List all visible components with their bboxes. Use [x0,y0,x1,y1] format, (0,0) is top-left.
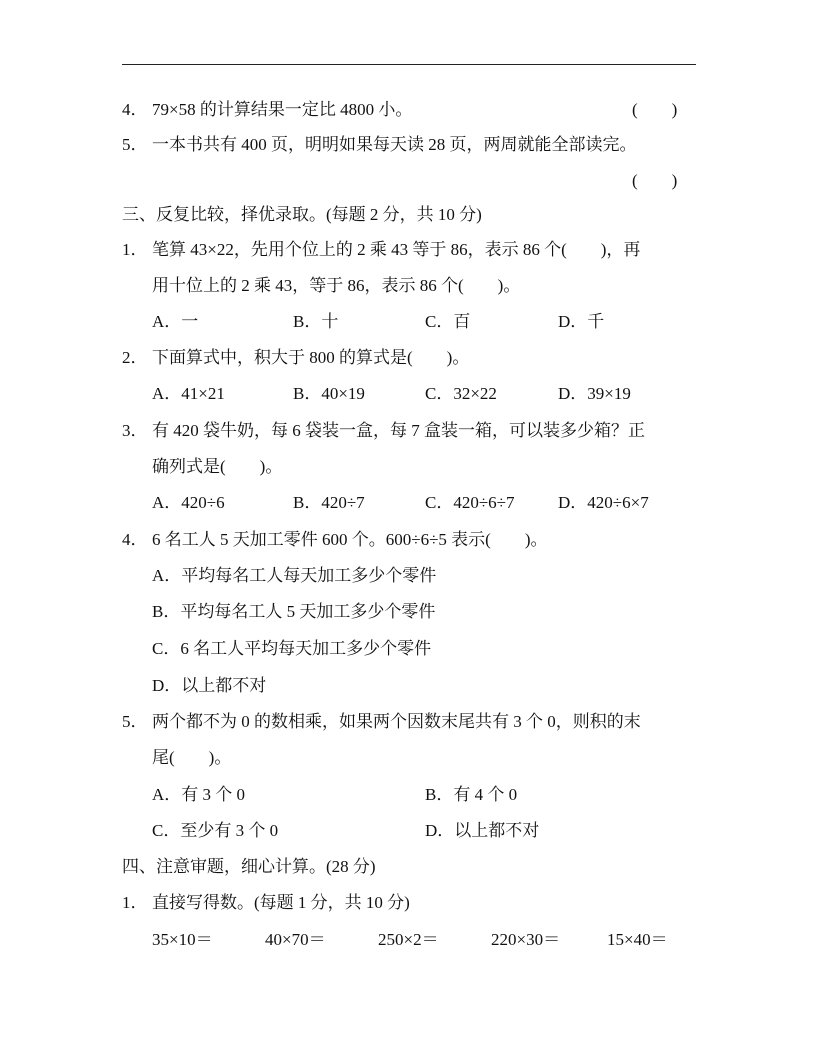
option-d[interactable]: D．以上都不对 [425,821,540,840]
question-text-line-2: 尾( )。 [152,748,232,767]
question-text-line-1: 两个都不为 0 的数相乘，如果两个因数末尾共有 3 个 0，则积的末 [152,712,641,731]
option-b[interactable]: B．十 [293,312,339,331]
option-a[interactable]: A．41×21 [152,384,225,403]
option-b[interactable]: B．40×19 [293,384,365,403]
question-number: 4． [122,100,148,119]
calc-item[interactable]: 35×10＝ [152,930,213,949]
section-title: 四、注意审题，细心计算。(28 分) [122,857,376,876]
option-a[interactable]: A．一 [152,312,199,331]
option-c[interactable]: C．6 名工人平均每天加工多少个零件 [152,639,432,658]
question-number: 5． [122,135,148,154]
question-text-line-2: 用十位上的 2 乘 43，等于 86，表示 86 个( )。 [152,276,521,295]
option-a[interactable]: A．平均每名工人每天加工多少个零件 [152,566,437,585]
option-a[interactable]: A．有 3 个 0 [152,785,246,804]
option-d[interactable]: D．以上都不对 [152,676,267,695]
question-number: 3． [122,421,148,440]
question-text: 下面算式中，积大于 800 的算式是( )。 [152,348,470,367]
section-title: 三、反复比较，择优录取。(每题 2 分，共 10 分) [122,205,482,224]
option-c[interactable]: C．420÷6÷7 [425,493,515,512]
question-text: 直接写得数。(每题 1 分，共 10 分) [152,893,410,912]
answer-parentheses[interactable]: ( ) [632,171,678,190]
option-c[interactable]: C．至少有 3 个 0 [152,821,279,840]
option-b[interactable]: B．420÷7 [293,493,365,512]
question-number: 1． [122,240,148,259]
option-c[interactable]: C．百 [425,312,471,331]
question-text: 6 名工人 5 天加工零件 600 个。600÷6÷5 表示( )。 [152,530,548,549]
calc-item[interactable]: 40×70＝ [265,930,326,949]
option-a[interactable]: A．420÷6 [152,493,225,512]
question-number: 4． [122,530,148,549]
option-c[interactable]: C．32×22 [425,384,497,403]
option-b[interactable]: B．有 4 个 0 [425,785,518,804]
header-rule [122,64,696,65]
question-text: 79×58 的计算结果一定比 4800 小。 [152,100,413,119]
option-d[interactable]: D．39×19 [558,384,631,403]
question-text-line-1: 笔算 43×22，先用个位上的 2 乘 43 等于 86，表示 86 个( )，再 [152,240,641,259]
question-text: 一本书共有 400 页，明明如果每天读 28 页，两周就能全部读完。 [152,135,637,154]
question-text-line-2: 确列式是( )。 [152,457,283,476]
option-b[interactable]: B．平均每名工人 5 天加工多少个零件 [152,602,436,621]
question-number: 2． [122,348,148,367]
question-text-line-1: 有 420 袋牛奶，每 6 袋装一盒，每 7 盒装一箱，可以装多少箱？正 [152,421,645,440]
calc-item[interactable]: 220×30＝ [491,930,561,949]
option-d[interactable]: D．420÷6×7 [558,493,649,512]
calc-item[interactable]: 15×40＝ [607,930,668,949]
question-number: 5． [122,712,148,731]
option-d[interactable]: D．千 [558,312,605,331]
answer-parentheses[interactable]: ( ) [632,100,678,119]
calc-item[interactable]: 250×2＝ [378,930,439,949]
question-number: 1． [122,893,148,912]
